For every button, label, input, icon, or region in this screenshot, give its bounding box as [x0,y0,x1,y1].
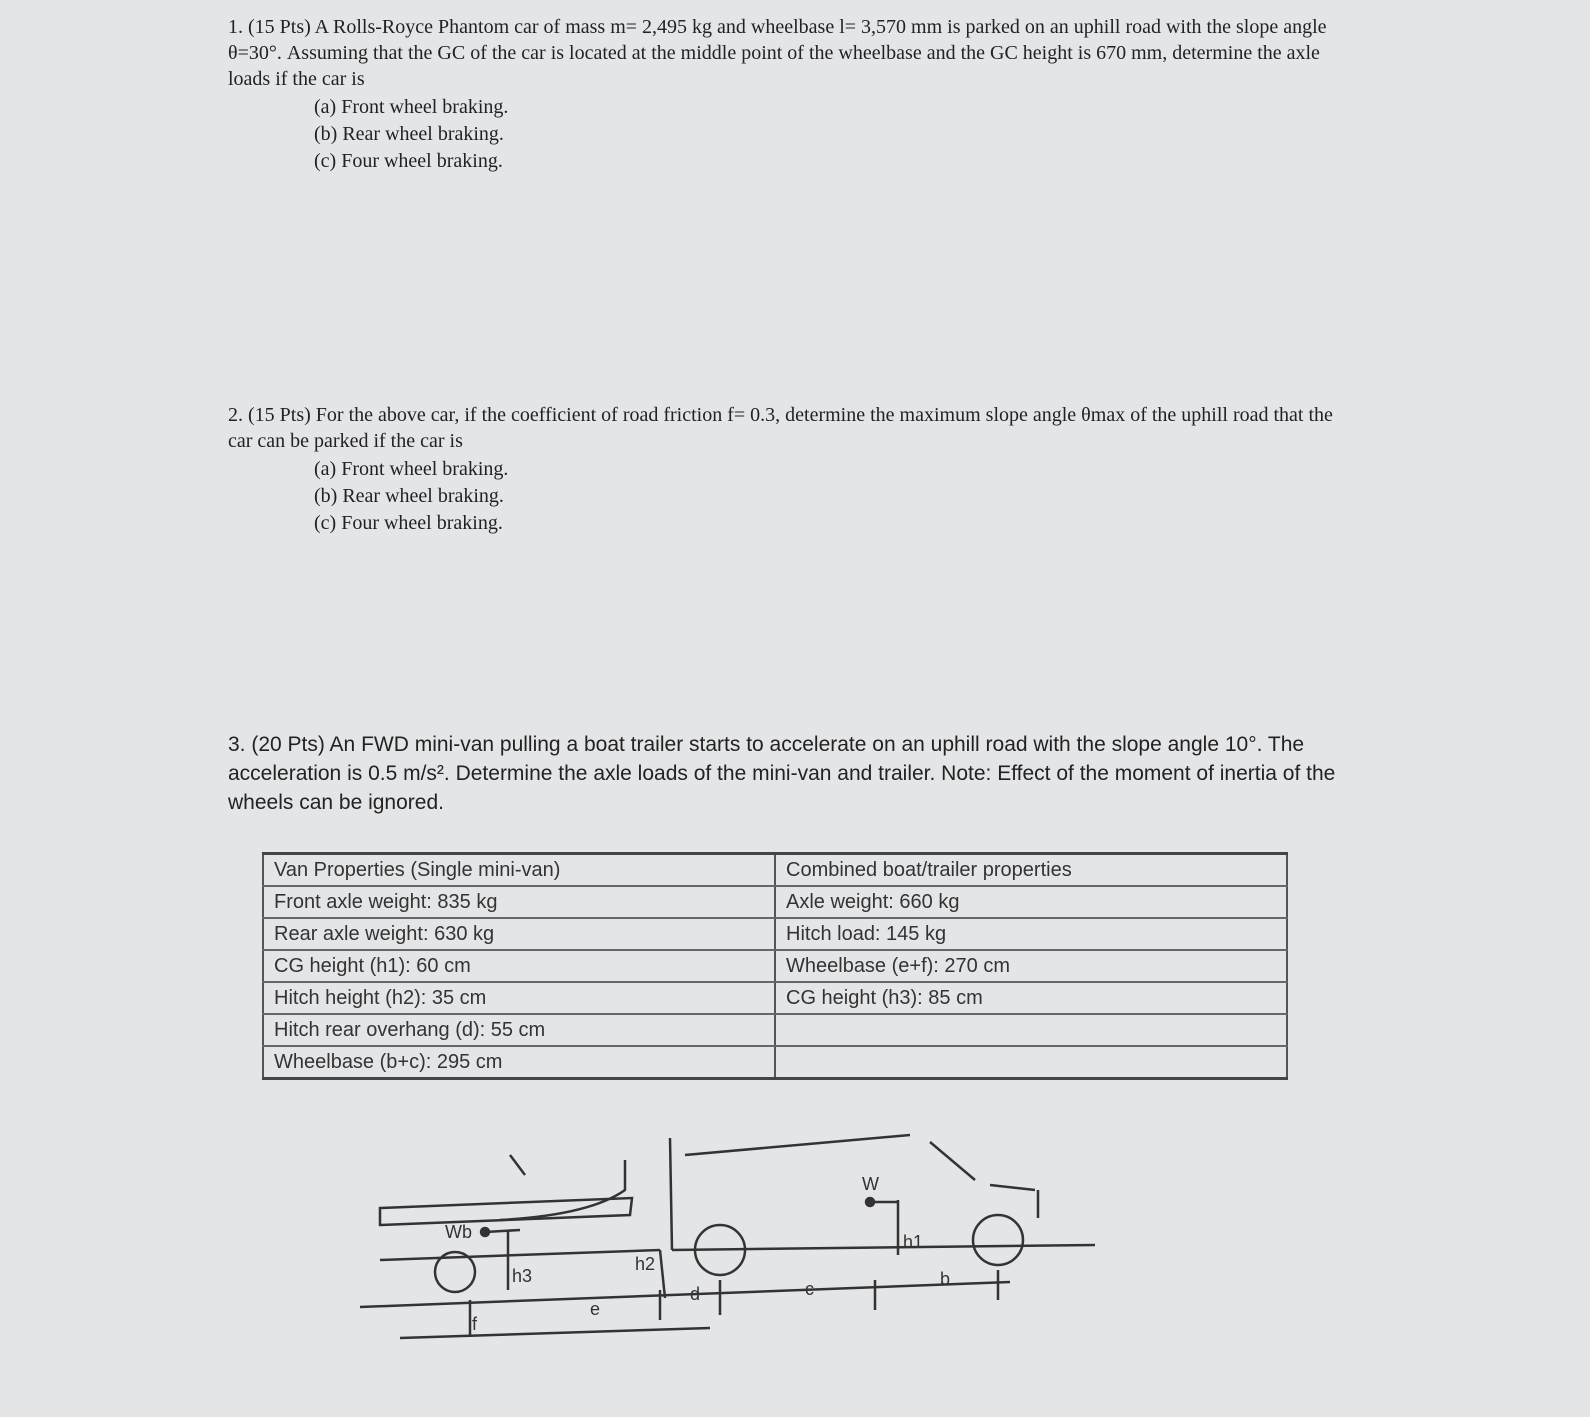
table-cell: CG height (h1): 60 cm [263,950,775,982]
table-cell: Combined boat/trailer properties [775,854,1287,887]
trailer-frame [380,1250,660,1260]
question-1-text: 1. (15 Pts) A Rolls-Royce Phantom car of mass m= 2,495 kg and wheelbase l= 3,570 mm is parked on an uphill road with the slope angle θ=30°. Assuming that the GC of the car is located at the middle point of the wheelbase and the GC height is 670 mm, determine the axle loads if the car is [228,16,1327,90]
table-row [263,918,1287,950]
question-2-option-c: (c) Four wheel braking. [314,512,503,534]
table-row [263,854,1287,887]
table-cell [775,1014,1287,1046]
table-cell: Axle weight: 660 kg [775,886,1287,918]
label-wb: Wb [445,1222,472,1242]
ground-line [360,1282,1010,1307]
boat-hull [380,1198,632,1225]
van-roof [685,1135,910,1155]
van-front-wheel [973,1215,1023,1265]
table-cell: Hitch load: 145 kg [775,918,1287,950]
question-1-option-b: (b) Rear wheel braking. [314,123,504,145]
question-1 [228,14,1348,175]
van-windshield [930,1142,975,1180]
table-cell: Front axle weight: 835 kg [263,886,775,918]
table-row [263,950,1287,982]
table-cell: Hitch rear overhang (d): 55 cm [263,1014,775,1046]
question-3 [228,730,1338,817]
van-rear [670,1138,672,1250]
table-cell: Wheelbase (b+c): 295 cm [263,1046,775,1079]
table-cell: Rear axle weight: 630 kg [263,918,775,950]
label-c: c [805,1279,814,1299]
question-1-options [314,94,1348,175]
label-h1: h1 [903,1232,924,1252]
question-2-option-b: (b) Rear wheel braking. [314,485,504,507]
table-cell: Van Properties (Single mini-van) [263,854,775,887]
label-w: W [862,1174,879,1194]
question-1-option-a: (a) Front wheel braking. [314,96,509,118]
table-row [263,1014,1287,1046]
table-cell: Hitch height (h2): 35 cm [263,982,775,1014]
table-cell: CG height (h3): 85 cm [775,982,1287,1014]
label-d: d [690,1284,701,1304]
table-cell [775,1046,1287,1079]
question-3-text: 3. (20 Pts) An FWD mini-van pulling a boat trailer starts to accelerate on an uphill road with the slope angle 10°. The acceleration is 0.5 m/s². Determine the axle loads of the mini-van and trailer. Note: Effect of the moment of inertia of the wheels can be ignored. [228,733,1336,814]
properties-table [262,852,1288,1080]
label-h3: h3 [512,1266,533,1286]
table-row [263,982,1287,1014]
label-f: f [472,1314,478,1334]
dimension-baseline [400,1328,710,1338]
label-e: e [590,1299,601,1319]
label-b: b [940,1269,951,1289]
boat-bow [500,1160,625,1220]
van-floor [672,1245,1095,1250]
table-cell: Wheelbase (e+f): 270 cm [775,950,1287,982]
trailer-cg-marker [485,1230,520,1232]
boat-top [510,1155,525,1175]
question-2-options [314,456,1348,537]
table-row [263,1046,1287,1079]
question-2 [228,402,1348,537]
question-1-option-c: (c) Four wheel braking. [314,150,503,172]
label-h2: h2 [635,1254,656,1274]
van-trailer-diagram [350,1120,1110,1370]
van-hood [990,1185,1035,1190]
question-2-text: 2. (15 Pts) For the above car, if the coefficient of road friction f= 0.3, determine the maximum slope angle θmax of the uphill road that the car can be parked if the car is [228,404,1333,452]
question-2-option-a: (a) Front wheel braking. [314,458,509,480]
table-row [263,886,1287,918]
